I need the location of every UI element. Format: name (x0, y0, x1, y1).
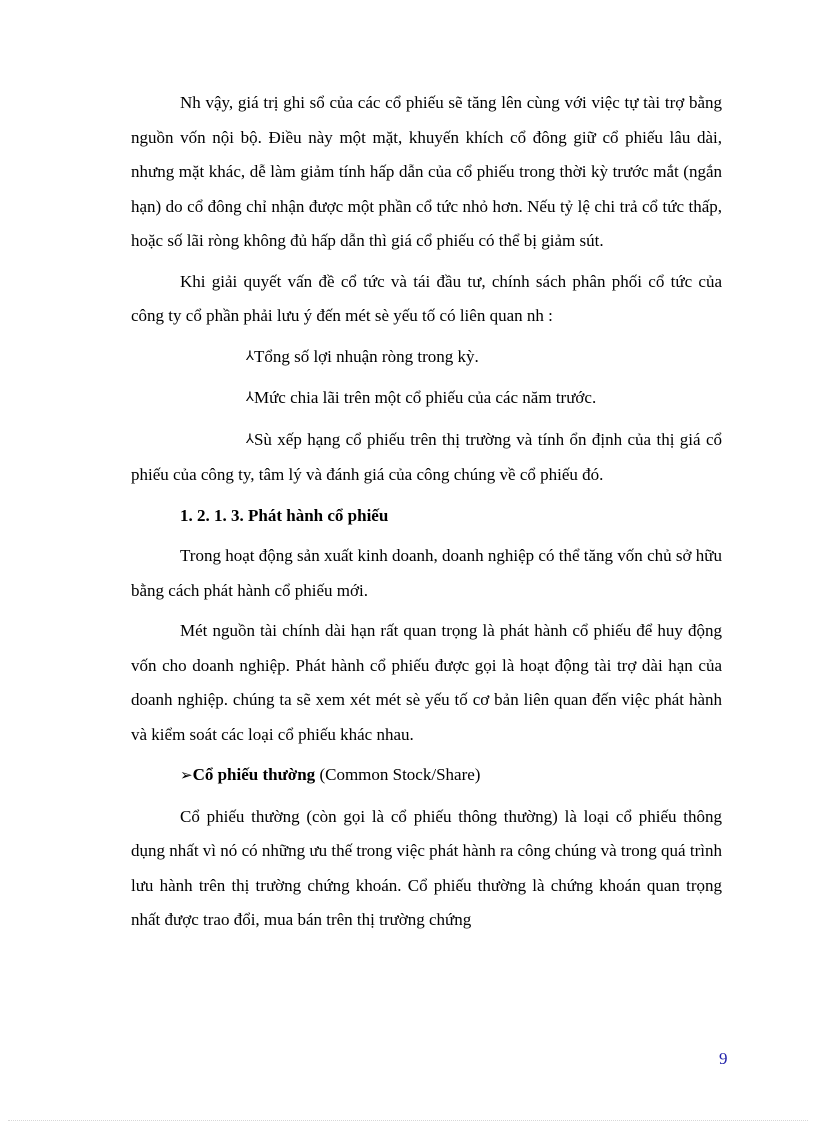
paragraph-self-financing: Nh vậy, giá trị ghi sổ của các cổ phiếu sẽ tăng lên cùng với việc tự tài trợ bằng nguồn vốn nội bộ. Điều này một mặt, khuyến khích cổ đông giữ cổ phiếu lâu dài, nhưng mặt khác, dễ làm giảm tính hấp dẫn của cổ phiếu trong thời kỳ trước mắt (ngắn hạn) do cổ đông chỉ nhận được một phần cổ tức nhỏ hơn. Nếu tỷ lệ chi trả cổ tức thấp, hoặc số lãi ròng không đủ hấp dẫn thì giá cổ phiếu có thể bị giảm sút. (131, 93, 722, 250)
paragraph-issue-shares: Trong hoạt động sản xuất kinh doanh, doanh nghiệp có thể tăng vốn chủ sở hữu bằng cách phát hành cổ phiếu mới. (131, 546, 722, 600)
bullet-icon: ⅄ (246, 347, 254, 363)
bullet-ranking (131, 423, 722, 493)
bullet-text: Tổng số lợi nhuận ròng trong kỳ. (253, 346, 479, 366)
bullet-icon: ⅄ (246, 389, 254, 404)
section-heading: 1. 2. 1. 3. Phát hành cổ phiếu (180, 505, 389, 525)
paragraph-common-stock: Cổ phiếu thường (còn gọi là cổ phiếu thông thường) là loại cổ phiếu thông dụng nhất vì nó có những ưu thế trong việc phát hành ra công chúng và trong quá trình lưu hành trên thị trường chứng khoán. Cổ phiếu thường là chứng khoán quan trọng nhất được trao đổi, mua bán trên thị trường chứng (131, 806, 722, 929)
arrow-bullet-icon: ➢ (180, 768, 193, 784)
page-number: 9 (719, 1049, 728, 1068)
subheading-bold: Cổ phiếu thường (192, 765, 316, 784)
bullet-text: Sù xếp hạng cổ phiếu trên thị trường và tính ổn định của thị giá cổ phiếu của công ty, tâm lý và đánh giá của công chúng về cổ phiếu đó. (131, 429, 722, 484)
paragraph-long-term-finance: Mét nguồn tài chính dài hạn rất quan trọng là phát hành cổ phiếu để huy động vốn cho doanh nghiệp. Phát hành cổ phiếu được gọi là hoạt động tài trợ dài hạn của doanh nghiệp. chúng ta sẽ xem xét mét sè yếu tố cơ bản liên quan đến việc phát hành và kiểm soát các loại cổ phiếu khác nhau. (131, 621, 722, 744)
subheading-rest: (Common Stock/Share) (315, 765, 481, 784)
bullet-text: Mức chia lãi trên một cổ phiếu của các năm trước. (253, 388, 597, 407)
page-bottom-divider (8, 1120, 808, 1121)
document-body (131, 86, 722, 944)
paragraph-dividend-policy: Khi giải quyết vấn đề cổ tức và tái đầu tư, chính sách phân phối cổ tức của công ty cổ phần phải lưu ý đến mét sè yếu tố có liên quan nh : (131, 271, 722, 325)
bullet-icon: ⅄ (246, 430, 254, 446)
bullet-net-profit (131, 340, 722, 376)
subheading-common-stock (180, 758, 722, 794)
bullet-dividend-rate (131, 381, 722, 417)
